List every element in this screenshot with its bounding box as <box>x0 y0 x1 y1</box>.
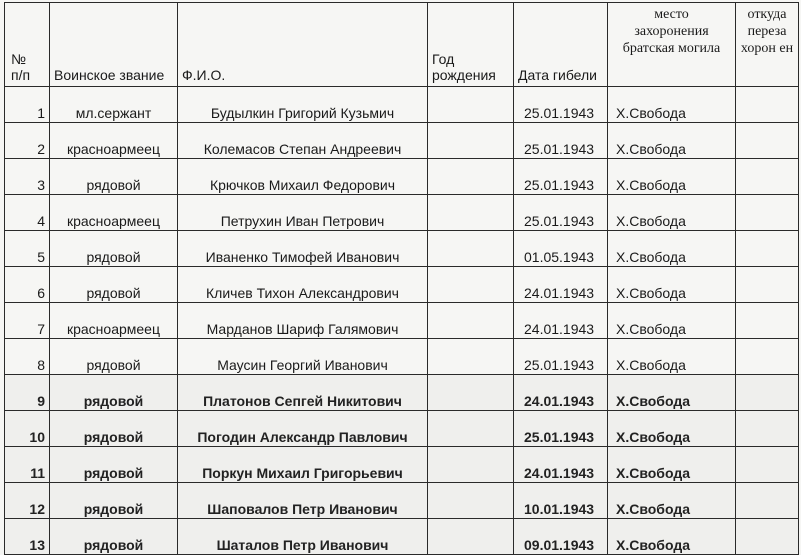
death-date-cell: 24.01.1943 <box>514 267 608 303</box>
full-name-cell: Будылкин Григорий Кузьмич <box>178 87 428 123</box>
reburial-origin-cell <box>736 483 799 519</box>
full-name-cell: Петрухин Иван Петрович <box>178 195 428 231</box>
reburial-origin-cell <box>736 123 799 159</box>
full-name-cell: Погодин Александр Павлович <box>178 411 428 447</box>
table-row <box>5 231 799 267</box>
table-row <box>5 159 799 195</box>
military-rank-cell: красноармеец <box>50 195 178 231</box>
birth-year-cell <box>428 267 514 303</box>
table-row <box>5 375 799 411</box>
row-number-cell: 6 <box>5 267 50 303</box>
military-rank-cell: красноармеец <box>50 303 178 339</box>
table-row <box>5 195 799 231</box>
birth-year-cell <box>428 375 514 411</box>
death-date-cell: 25.01.1943 <box>514 87 608 123</box>
reburial-origin-cell <box>736 375 799 411</box>
military-rank-cell: рядовой <box>50 159 178 195</box>
military-rank-cell: рядовой <box>50 231 178 267</box>
header-death: Дата гибели <box>514 3 608 87</box>
birth-year-cell <box>428 123 514 159</box>
burial-place-cell: Х.Свобода <box>608 267 736 303</box>
death-date-cell: 25.01.1943 <box>514 123 608 159</box>
row-number-cell: 5 <box>5 231 50 267</box>
death-date-cell: 25.01.1943 <box>514 195 608 231</box>
table-row <box>5 87 799 123</box>
military-rank-cell: рядовой <box>50 519 178 555</box>
table-row <box>5 303 799 339</box>
table-row <box>5 483 799 519</box>
row-number-cell: 10 <box>5 411 50 447</box>
burial-place-cell: Х.Свобода <box>608 195 736 231</box>
row-number-cell: 12 <box>5 483 50 519</box>
row-number-cell: 13 <box>5 519 50 555</box>
birth-year-cell <box>428 87 514 123</box>
reburial-origin-cell <box>736 195 799 231</box>
burial-place-cell: Х.Свобода <box>608 231 736 267</box>
burial-table <box>4 2 799 555</box>
death-date-cell: 01.05.1943 <box>514 231 608 267</box>
birth-year-cell <box>428 483 514 519</box>
row-number-cell: 11 <box>5 447 50 483</box>
burial-place-cell: Х.Свобода <box>608 87 736 123</box>
table-row <box>5 123 799 159</box>
row-number-cell: 8 <box>5 339 50 375</box>
burial-place-cell: Х.Свобода <box>608 159 736 195</box>
full-name-cell: Маусин Георгий Иванович <box>178 339 428 375</box>
death-date-cell: 24.01.1943 <box>514 447 608 483</box>
table-row <box>5 267 799 303</box>
reburial-origin-cell <box>736 447 799 483</box>
reburial-origin-cell <box>736 267 799 303</box>
full-name-cell: Поркун Михаил Григорьевич <box>178 447 428 483</box>
birth-year-cell <box>428 339 514 375</box>
full-name-cell: Платонов Сепгей Никитович <box>178 375 428 411</box>
header-row <box>5 3 799 87</box>
full-name-cell: Марданов Шариф Галямович <box>178 303 428 339</box>
birth-year-cell <box>428 303 514 339</box>
full-name-cell: Шаповалов Петр Иванович <box>178 483 428 519</box>
death-date-cell: 24.01.1943 <box>514 303 608 339</box>
birth-year-cell <box>428 447 514 483</box>
header-num: № п/п <box>5 3 50 87</box>
birth-year-cell <box>428 195 514 231</box>
birth-year-cell <box>428 159 514 195</box>
military-rank-cell: рядовой <box>50 375 178 411</box>
burial-place-cell: Х.Свобода <box>608 411 736 447</box>
table-row <box>5 339 799 375</box>
death-date-cell: 25.01.1943 <box>514 159 608 195</box>
death-date-cell: 09.01.1943 <box>514 519 608 555</box>
military-rank-cell: рядовой <box>50 267 178 303</box>
reburial-origin-cell <box>736 519 799 555</box>
reburial-origin-cell <box>736 231 799 267</box>
full-name-cell: Шаталов Петр Иванович <box>178 519 428 555</box>
military-rank-cell: рядовой <box>50 447 178 483</box>
death-date-cell: 25.01.1943 <box>514 339 608 375</box>
birth-year-cell <box>428 231 514 267</box>
burial-place-cell: Х.Свобода <box>608 303 736 339</box>
table-row <box>5 519 799 555</box>
table-row <box>5 411 799 447</box>
military-rank-cell: красноармеец <box>50 123 178 159</box>
reburial-origin-cell <box>736 339 799 375</box>
full-name-cell: Иваненко Тимофей Иванович <box>178 231 428 267</box>
row-number-cell: 3 <box>5 159 50 195</box>
birth-year-cell <box>428 519 514 555</box>
row-number-cell: 2 <box>5 123 50 159</box>
full-name-cell: Колемасов Степан Андреевич <box>178 123 428 159</box>
military-rank-cell: мл.сержант <box>50 87 178 123</box>
full-name-cell: Кличев Тихон Александрович <box>178 267 428 303</box>
row-number-cell: 7 <box>5 303 50 339</box>
birth-year-cell <box>428 411 514 447</box>
burial-place-cell: Х.Свобода <box>608 123 736 159</box>
full-name-cell: Крючков Михаил Федорович <box>178 159 428 195</box>
burial-place-cell: Х.Свобода <box>608 375 736 411</box>
military-rank-cell: рядовой <box>50 339 178 375</box>
reburial-origin-cell <box>736 159 799 195</box>
burial-place-cell: Х.Свобода <box>608 447 736 483</box>
reburial-origin-cell <box>736 411 799 447</box>
table-row <box>5 447 799 483</box>
death-date-cell: 24.01.1943 <box>514 375 608 411</box>
header-place: место захоронения братская могила <box>608 3 736 87</box>
military-rank-cell: рядовой <box>50 483 178 519</box>
header-birth: Год рождения <box>428 3 514 87</box>
military-rank-cell: рядовой <box>50 411 178 447</box>
burial-place-cell: Х.Свобода <box>608 519 736 555</box>
header-origin: откуда переза хорон ен <box>736 3 799 87</box>
header-rank: Воинское звание <box>50 3 178 87</box>
table-body <box>5 87 799 555</box>
death-date-cell: 25.01.1943 <box>514 411 608 447</box>
row-number-cell: 4 <box>5 195 50 231</box>
row-number-cell: 9 <box>5 375 50 411</box>
row-number-cell: 1 <box>5 87 50 123</box>
header-name: Ф.И.О. <box>178 3 428 87</box>
reburial-origin-cell <box>736 87 799 123</box>
death-date-cell: 10.01.1943 <box>514 483 608 519</box>
burial-place-cell: Х.Свобода <box>608 339 736 375</box>
burial-place-cell: Х.Свобода <box>608 483 736 519</box>
reburial-origin-cell <box>736 303 799 339</box>
